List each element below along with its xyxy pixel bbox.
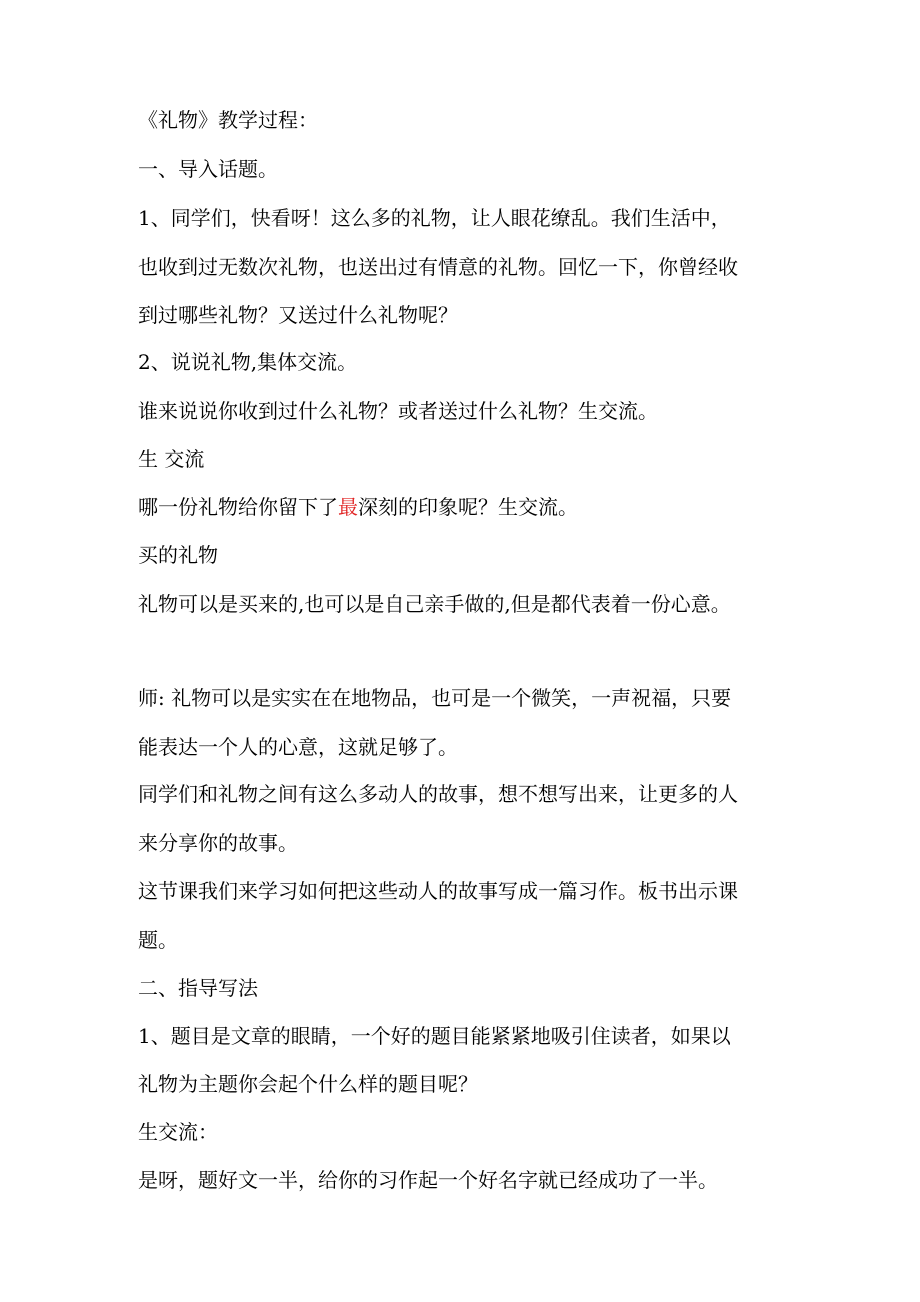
paragraph-line: 礼物可以是买来的,也可以是自己亲手做的,但是都代表着一份心意。: [138, 592, 731, 616]
paragraph-line: 题。: [138, 928, 178, 952]
paragraph-line: 买的礼物: [138, 543, 218, 567]
paragraph-line: 1、同学们，快看呀！这么多的礼物，让人眼花缭乱。我们生活中，: [138, 206, 731, 230]
paragraph-line: 生交流：: [138, 1120, 218, 1144]
paragraph-line: 1、题目是文章的眼睛，一个好的题目能紧紧地吸引住读者，如果以: [138, 1024, 731, 1048]
paragraph-line: 礼物为主题你会起个什么样的题目呢？: [138, 1072, 478, 1096]
paragraph-line: 同学们和礼物之间有这么多动人的故事，想不想写出来，让更多的人: [138, 782, 738, 806]
text-span: 深刻的印象呢？生交流。: [358, 495, 578, 519]
paragraph-line: 师: 礼物可以是实实在在地物品，也可是一个微笑，一声祝福，只要: [138, 686, 732, 710]
section-heading-1: 一、导入话题。: [138, 157, 278, 181]
paragraph-line: 能表达一个人的心意，这就足够了。: [138, 735, 458, 759]
paragraph-line: 生 交流: [138, 447, 205, 471]
paragraph-line: 这节课我们来学习如何把这些动人的故事写成一篇习作。板书出示课: [138, 879, 738, 903]
paragraph-line: 来分享你的故事。: [138, 831, 298, 855]
paragraph-line: 2、说说礼物,集体交流。: [138, 350, 358, 374]
text-span: 哪一份礼物给你留下了: [138, 495, 338, 519]
paragraph-line: 是呀，题好文一半，给你的习作起一个好名字就已经成功了一半。: [138, 1168, 718, 1192]
section-heading-2: 二、指导写法: [138, 976, 258, 1000]
highlighted-word: 最: [338, 495, 358, 519]
document-title: 《礼物》教学过程：: [138, 108, 318, 132]
paragraph-line: 到过哪些礼物？又送过什么礼物呢？: [138, 303, 458, 327]
paragraph-line: 也收到过无数次礼物，也送出过有情意的礼物。回忆一下，你曾经收: [138, 255, 738, 279]
paragraph-line: 谁来说说你收到过什么礼物？或者送过什么礼物？生交流。: [138, 399, 658, 423]
paragraph-line-highlight: [138, 492, 578, 522]
